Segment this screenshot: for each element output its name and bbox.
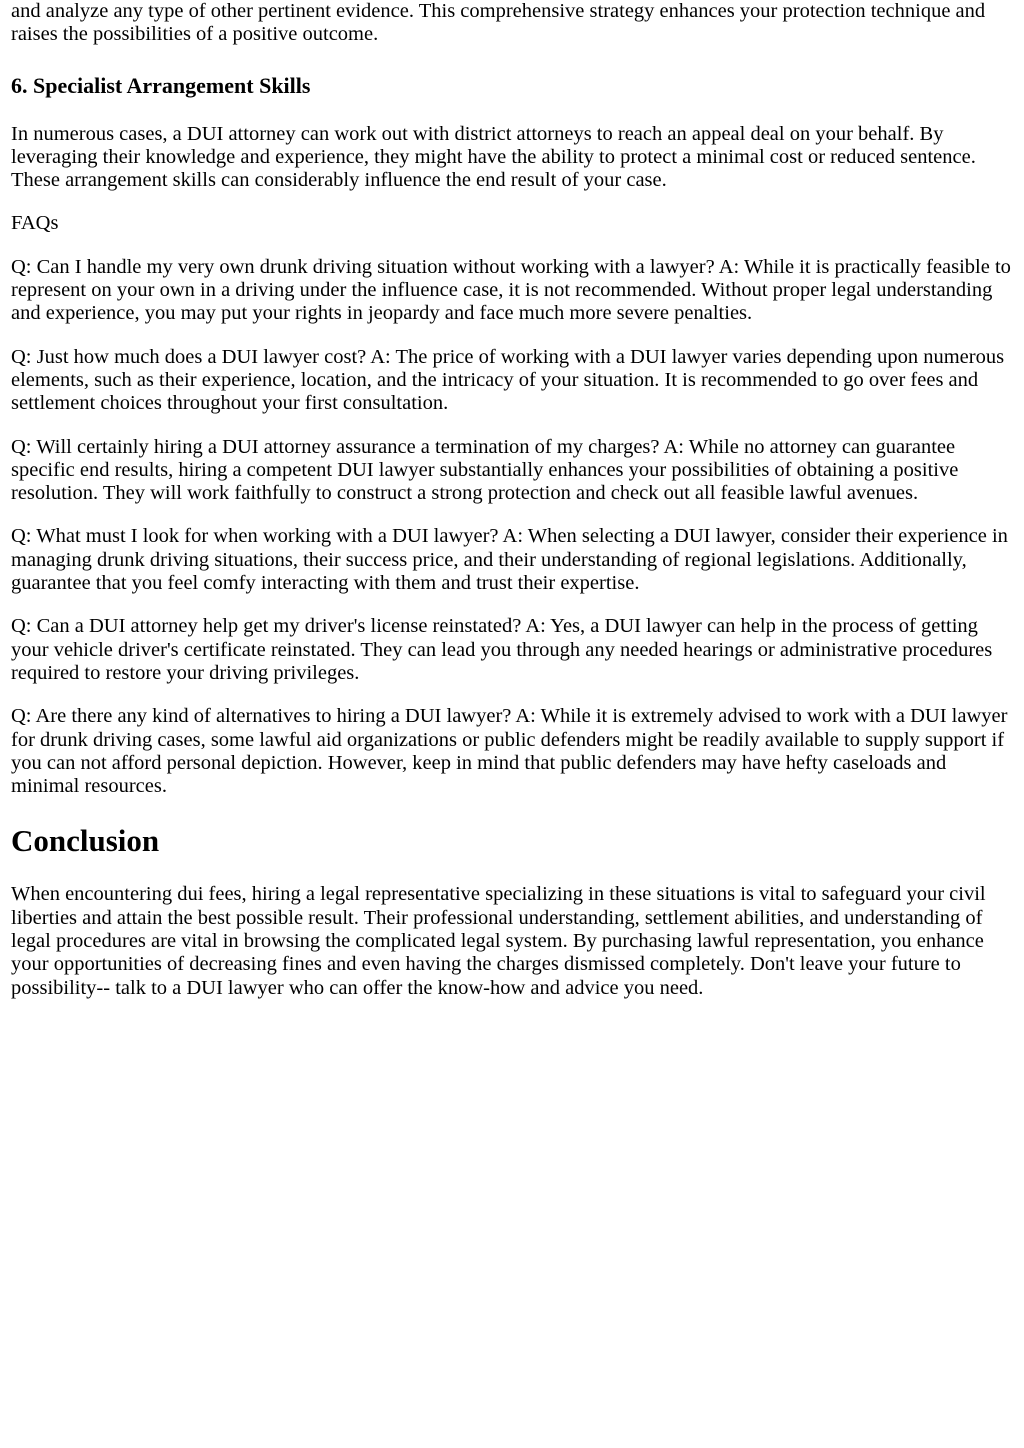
section-6-heading: 6. Specialist Arrangement Skills [11,72,311,98]
section-6-paragraph: In numerous cases, a DUI attorney can work out with district attorneys to reach an appeal deal on your behalf. By leveraging their knowledge and experience, they might have the ability to protect a minimal cost or reduced sentence. These arrangement skills can considerably influence the end result of your case. [11,122,976,192]
conclusion-heading: Conclusion [11,823,160,859]
faq-item: Q: Are there any kind of alternatives to hiring a DUI lawyer? A: While it is extremely advised to work with a DUI lawyer for drunk driving cases, some lawful aid organizations or public defenders might be readily available to supply support if you can not afford personal depiction. However, keep in mind that public defenders may have hefty caseloads and minimal resources. [11,705,1008,798]
faq-item: Q: Can a DUI attorney help get my driver's license reinstated? A: Yes, a DUI lawyer can help in the process of getting your vehicle driver's certificate reinstated. They can lead you through any needed hearings or administrative procedures required to restore your driving privileges. [11,615,993,684]
conclusion-paragraph: When encountering dui fees, hiring a legal representative specializing in these situations is vital to safeguard your civil liberties and attain the best possible result. Their professional understanding, settlement abilities, and understanding of legal procedures are vital in browsing the complicated legal system. By purchasing lawful representation, you enhance your opportunities of decreasing fines and even having the charges dismissed completely. Don't leave your future to possibility-- talk to a DUI lawyer who can offer the know-how and advice you need. [11,883,986,999]
faq-item: Q: What must I look for when working with a DUI lawyer? A: When selecting a DUI lawyer, consider their experience in managing drunk driving situations, their success price, and their understanding of regional legislations. Additionally, guarantee that you feel comfy interacting with them and trust their expertise. [11,525,1008,595]
faqs-label: FAQs [11,212,59,235]
faq-item: Q: Can I handle my very own drunk driving situation without working with a lawyer? A: While it is practically feasible to represent on your own in a driving under the influence case, it is not recommended. Without proper legal understanding and experience, you may put your rights in jeopardy and face much more severe penalties. [11,255,1011,325]
faq-item: Q: Just how much does a DUI lawyer cost? A: The price of working with a DUI lawyer varies depending upon numerous elements, such as their experience, location, and the intricacy of your situation. It is recommended to go over fees and settlement choices throughout your first consultation. [11,345,1005,415]
faq-item: Q: Will certainly hiring a DUI attorney assurance a termination of my charges? A: While no attorney can guarantee specific end results, hiring a competent DUI lawyer substantially enhances your possibilities of obtaining a positive resolution. They will work faithfully to construct a strong protection and check out all feasible lawful avenues. [11,435,959,505]
intro-tail-paragraph: and analyze any type of other pertinent evidence. This comprehensive strategy enhances your protection technique and raises the possibilities of a positive outcome. [11,0,986,46]
